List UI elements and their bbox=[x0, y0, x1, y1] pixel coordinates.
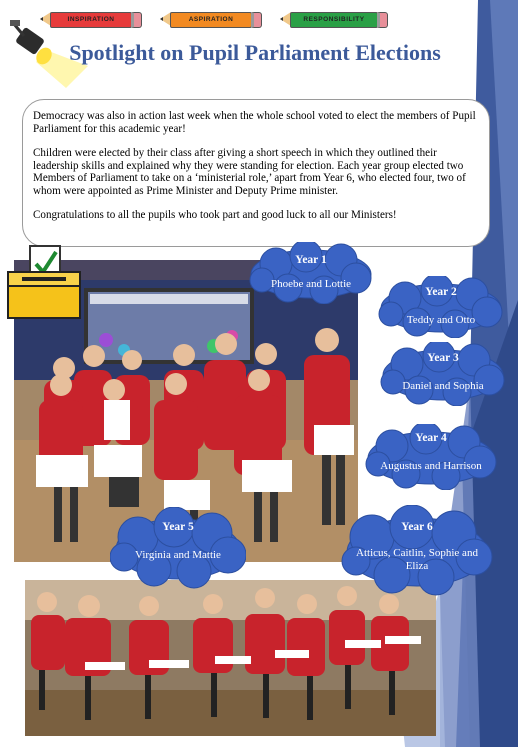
page-title: Spotlight on Pupil Parliament Elections bbox=[69, 40, 441, 65]
paragraph: Democracy was also in action last week when the whole school voted to elect the members of Pupil Parliament for this academic year! bbox=[33, 110, 476, 135]
pencil-label: RESPONSIBILITY bbox=[290, 12, 378, 28]
cloud-year-label: Year 1 bbox=[295, 254, 327, 266]
pupils-seated-photo bbox=[25, 580, 436, 736]
cloud-names-label: Daniel and Sophia bbox=[402, 380, 484, 392]
cloud-names-label: Phoebe and Lottie bbox=[270, 278, 352, 290]
cloud-year-label: Year 5 bbox=[162, 521, 194, 533]
cloud-year-6 bbox=[340, 505, 494, 597]
cloud-names-label: Atticus, Caitlin, Sophie and Eliza bbox=[356, 547, 478, 572]
cloud-names-label: Augustus and Harrison bbox=[380, 460, 482, 472]
cloud-year-label: Year 4 bbox=[415, 432, 447, 444]
cloud-year-5 bbox=[110, 507, 246, 589]
cloud-shape bbox=[110, 507, 246, 589]
cloud-shape bbox=[246, 242, 376, 304]
cloud-year-4 bbox=[362, 424, 500, 490]
paragraph: Children were elected by their class after giving a short speech in which they outlined their leadership skills and explained why they were standing for election. Each year group elected two Members of Parliament to take on a ‘ministerial role,’ apart from Year 6, who elected four, two of whom were appointed as Prime Minister and Deputy Prime minister. bbox=[33, 147, 466, 197]
cloud-year-label: Year 6 bbox=[401, 521, 433, 533]
cloud-year-1 bbox=[246, 242, 376, 304]
cloud-names-label: Teddy and Otto bbox=[406, 314, 476, 326]
cloud-year-label: Year 3 bbox=[427, 352, 459, 364]
paragraph: Congratulations to all the pupils who took part and good luck to all our Ministers! bbox=[33, 209, 397, 221]
cloud-year-2 bbox=[375, 276, 507, 338]
pencil-label: INSPIRATION bbox=[50, 12, 132, 28]
pencil-label: ASPIRATION bbox=[170, 12, 252, 28]
article-text-box bbox=[22, 99, 490, 247]
cloud-year-label: Year 2 bbox=[425, 286, 457, 298]
ballot-box-icon bbox=[6, 244, 82, 320]
cloud-year-3 bbox=[377, 342, 509, 406]
cloud-names-label: Virginia and Mattie bbox=[135, 549, 221, 561]
